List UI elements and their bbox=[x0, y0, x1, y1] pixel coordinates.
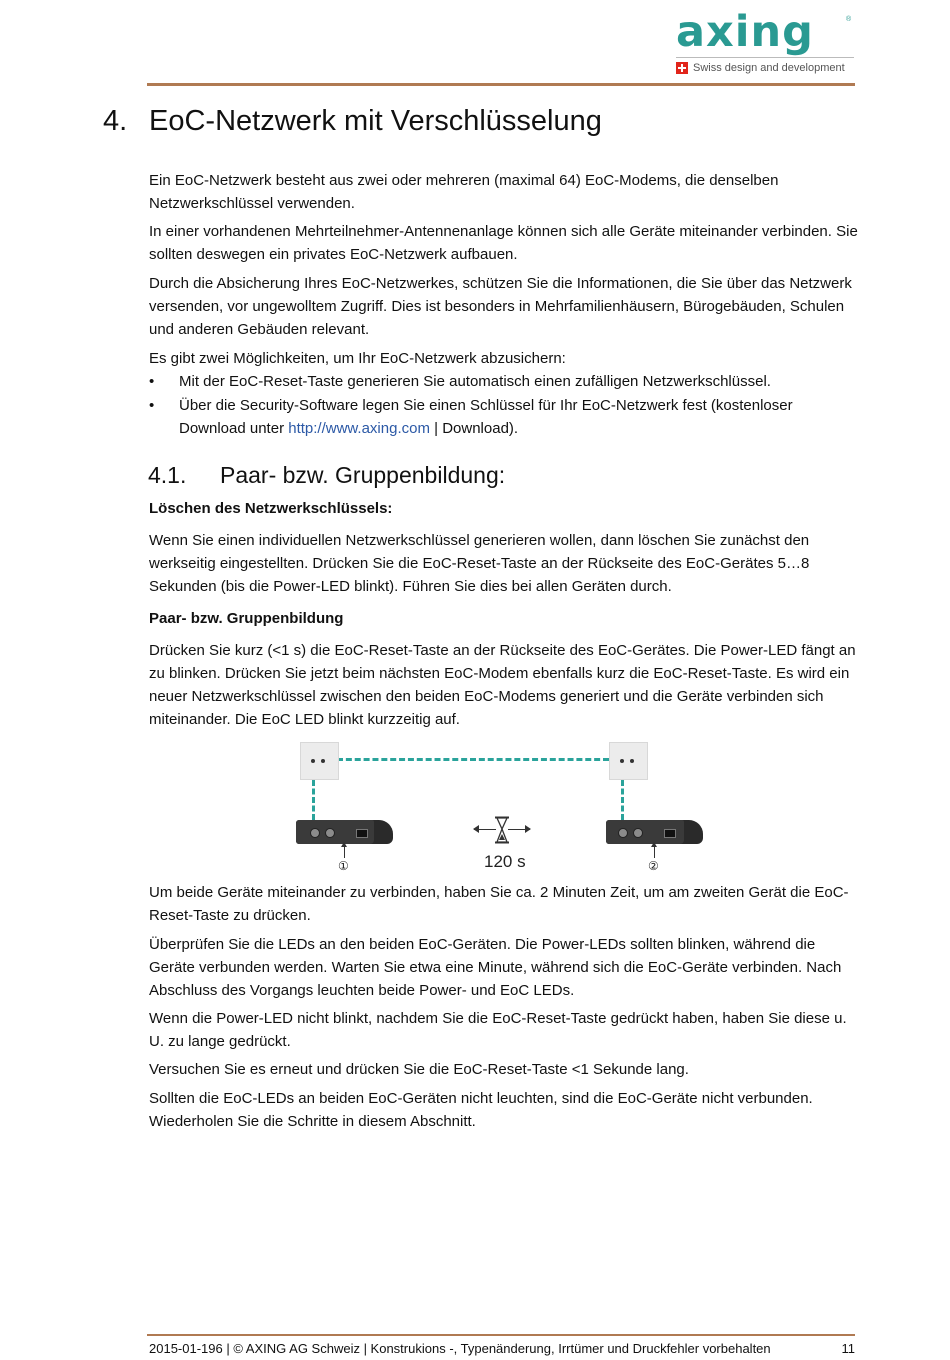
after-paragraph-5: Sollten die EoC-LEDs an beiden EoC-Geräten nicht leuchten, sind die EoC-Geräte nicht verbunden. Wiederholen Sie die Schritte in diesem Abschnitt. bbox=[149, 1090, 813, 1130]
logo-divider bbox=[676, 57, 854, 58]
coax-line-right bbox=[621, 780, 624, 820]
bullet-icon: • bbox=[149, 397, 155, 414]
footer-rule bbox=[147, 1334, 855, 1336]
after-paragraph-2: Überprüfen Sie die LEDs an den beiden EoC-Geräten. Die Power-LEDs sollten blinken, während die Geräte verbunden werden. Warten Sie etwa eine Minute, während sich die EoC-Geräte verbinden. Nach Abschluss des Vorgangs leuchten beide Power- und EoC LEDs. bbox=[149, 936, 842, 999]
subsection-heading bbox=[148, 460, 505, 490]
device-label-2: ② bbox=[648, 859, 659, 873]
subsection-title: Paar- bzw. Gruppenbildung: bbox=[220, 462, 506, 488]
page-number: 11 bbox=[841, 1341, 855, 1356]
device-label-1: ① bbox=[338, 859, 349, 873]
section-title: EoC-Netzwerk mit Verschlüsselung bbox=[149, 105, 602, 137]
after-paragraph-1: Um beide Geräte miteinander zu verbinden, haben Sie ca. 2 Minuten Zeit, um am zweiten Gerät die EoC-Reset-Taste zu drücken. bbox=[149, 884, 849, 924]
eoc-modem-left bbox=[296, 820, 393, 844]
list-item bbox=[149, 370, 859, 393]
pairing-diagram bbox=[290, 740, 670, 880]
section-number: 4. bbox=[103, 105, 128, 137]
pairing-paragraph: Drücken Sie kurz (<1 s) die EoC-Reset-Taste an der Rückseite des EoC-Gerätes. Die Power-LED fängt an zu blinken. Drücken Sie jetzt beim nächsten EoC-Modem ebenfalls kurz die EoC-Reset-Taste. Es wird ein neuer Netzwerkschlüssel zwischen den beiden EoC-Modems generiert und die Geräte verbinden sich miteinander. Die EoC LED blinkt kurzzeitig auf. bbox=[149, 642, 856, 728]
intro-paragraph-4: Es gibt zwei Möglichkeiten, um Ihr EoC-Netzwerk abzusichern: bbox=[149, 350, 566, 367]
delete-key-heading: Löschen des Netzwerkschlüssels: bbox=[149, 500, 393, 517]
eoc-modem-right bbox=[606, 820, 703, 844]
list-item-text: Mit der EoC-Reset-Taste generieren Sie automatisch einen zufälligen Netzwerkschlüssel. bbox=[179, 373, 771, 390]
header-rule bbox=[147, 83, 855, 86]
bullet-icon: • bbox=[149, 373, 155, 390]
logo-tagline: Swiss design and development bbox=[693, 62, 845, 74]
coax-line-left bbox=[312, 780, 315, 820]
intro-paragraph-2: In einer vorhandenen Mehrteilnehmer-Antennenanlage können sich alle Geräte miteinander verbinden. Sie sollten deswegen ein privates EoC-Netzwerk aufbauen. bbox=[149, 223, 858, 263]
footer-copyright: 2015-01-196 | © AXING AG Schweiz | Konstrukions -, Typenänderung, Irrtümer und Druckfehler vorbehalten bbox=[149, 1341, 771, 1356]
dashed-connection-line bbox=[337, 758, 609, 761]
axing-website-link[interactable]: http://www.axing.com bbox=[288, 420, 430, 437]
hourglass-icon bbox=[494, 816, 510, 844]
after-paragraph-3: Wenn die Power-LED nicht blinkt, nachdem Sie die EoC-Reset-Taste gedrückt haben, haben Sie diese u. U. zu lange gedrückt. bbox=[149, 1010, 847, 1050]
pairing-heading: Paar- bzw. Gruppenbildung bbox=[149, 610, 344, 627]
list-item-text: Über die Security-Software legen Sie einen Schlüssel für Ihr EoC-Netzwerk fest (kostenloser Download unter http://www.axing.com | Download). bbox=[179, 397, 793, 437]
intro-paragraph-1: Ein EoC-Netzwerk besteht aus zwei oder mehreren (maximal 64) EoC-Modems, die denselben Netzwerkschlüssel verwenden. bbox=[149, 172, 779, 212]
wall-socket-right bbox=[609, 742, 648, 780]
axing-logo bbox=[672, 7, 857, 74]
subsection-number: 4.1. bbox=[148, 462, 187, 488]
section-heading bbox=[103, 103, 602, 139]
right-arrow-icon bbox=[508, 829, 530, 830]
list-item bbox=[149, 394, 859, 440]
left-arrow-icon bbox=[474, 829, 496, 830]
timer-label: 120 s bbox=[484, 852, 526, 871]
arrow-up-icon bbox=[344, 846, 345, 858]
registered-mark-icon: ® bbox=[846, 16, 852, 23]
arrow-up-icon bbox=[654, 846, 655, 858]
after-paragraph-4: Versuchen Sie es erneut und drücken Sie die EoC-Reset-Taste <1 Sekunde lang. bbox=[149, 1061, 689, 1078]
swiss-flag-icon bbox=[676, 62, 688, 74]
wall-socket-left bbox=[300, 742, 339, 780]
intro-paragraph-3: Durch die Absicherung Ihres EoC-Netzwerkes, schützen Sie die Informationen, die Sie über das Netzwerk versenden, vor ungewolltem Zugriff. Dies ist besonders in Mehrfamilienhäusern, Bürogebäuden, Schulen und anderen Gebäuden relevant. bbox=[149, 275, 852, 338]
delete-key-paragraph: Wenn Sie einen individuellen Netzwerkschlüssel generieren wollen, dann löschen Sie zunächst den werkseitig eingestellten. Drücken Sie die EoC-Reset-Taste an der Rückseite des EoC-Gerätes 5…8 Sekunden (bis die Power-LED blinkt). Führen Sie dies bei allen Geräten durch. bbox=[149, 532, 810, 595]
logo-wordmark: axing bbox=[676, 7, 814, 57]
